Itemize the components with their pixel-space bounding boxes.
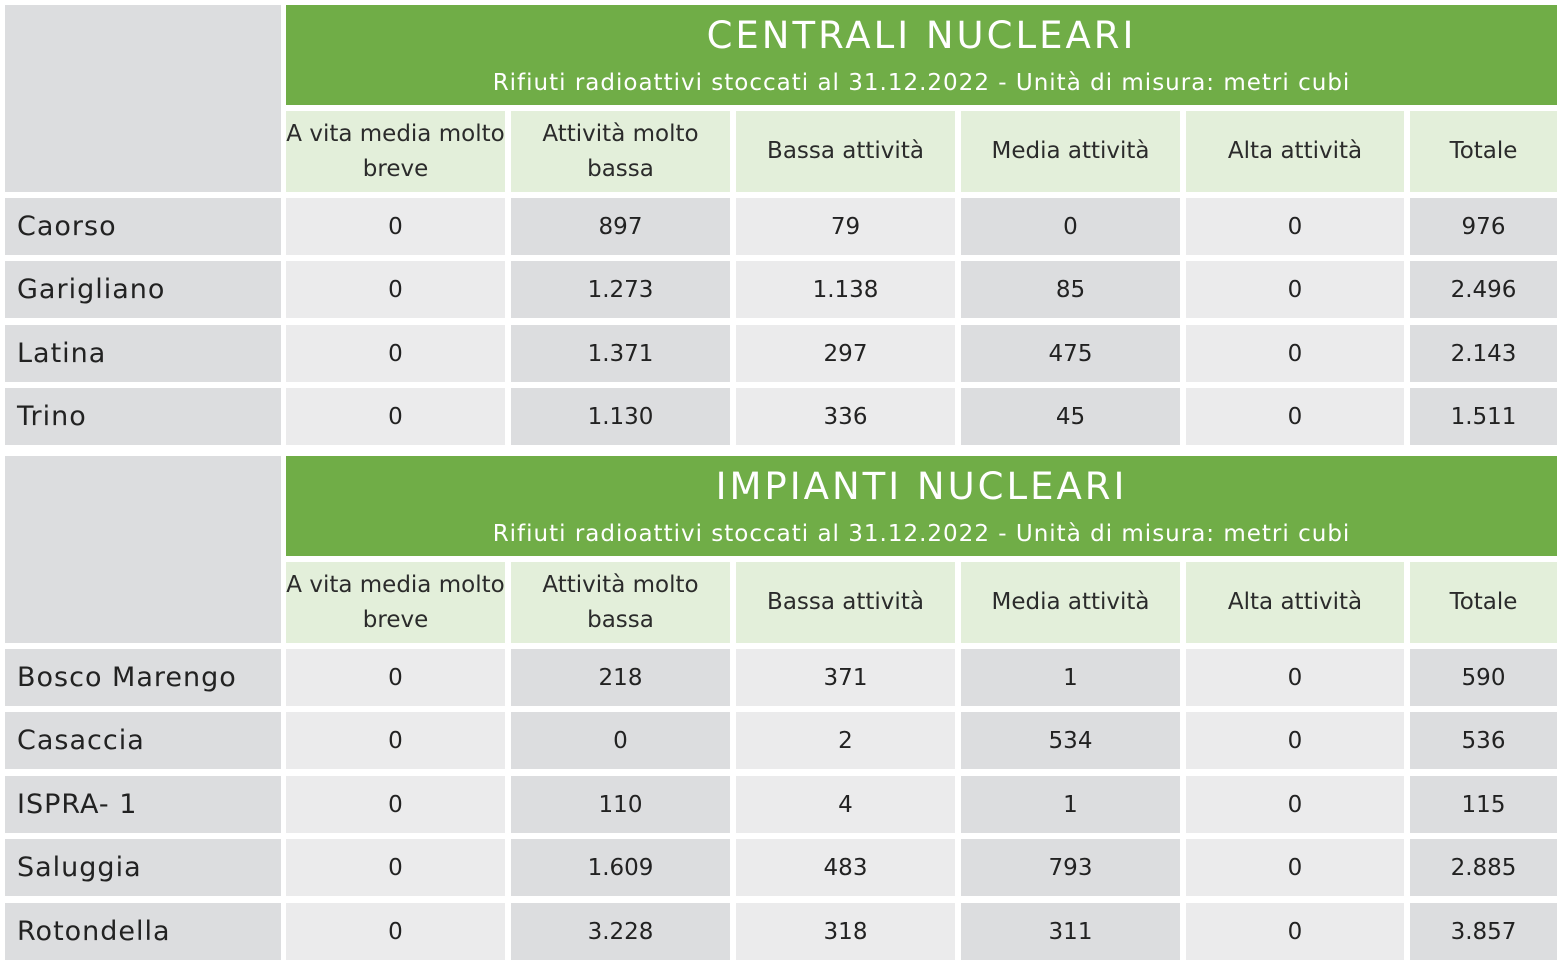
cell-value: 218 xyxy=(598,664,643,691)
cell-value: 1.371 xyxy=(587,340,654,367)
column-header xyxy=(286,562,505,643)
cell-value: 0 xyxy=(388,276,403,303)
cell-value: 318 xyxy=(823,918,868,945)
cell-value: 0 xyxy=(388,664,403,691)
row-label-text: Latina xyxy=(17,338,107,369)
cell-value: 3.228 xyxy=(587,918,654,945)
table-cell xyxy=(286,839,505,896)
table-cell xyxy=(511,325,730,382)
table-cell xyxy=(286,388,505,445)
cell-value: 0 xyxy=(388,791,403,818)
cell-value: 1.273 xyxy=(587,276,654,303)
table-cell xyxy=(736,325,955,382)
column-header-label: Media attività xyxy=(991,138,1150,164)
column-header-label: Totale xyxy=(1449,138,1518,164)
table-cell xyxy=(961,903,1180,960)
table-cell xyxy=(736,649,955,706)
row-label xyxy=(5,903,281,960)
cell-value: 311 xyxy=(1048,918,1093,945)
table-cell xyxy=(511,776,730,833)
cell-value: 2 xyxy=(838,727,853,754)
table-cell xyxy=(1410,198,1557,255)
cell-value: 115 xyxy=(1461,791,1506,818)
column-header-label: Alta attività xyxy=(1227,589,1363,615)
table-cell xyxy=(961,388,1180,445)
row-label-text: Caorso xyxy=(17,211,117,242)
table-cell xyxy=(1186,261,1404,318)
table-cell xyxy=(961,325,1180,382)
column-header-label: Bassa attività xyxy=(767,138,924,164)
table-cell xyxy=(511,198,730,255)
table-cell xyxy=(511,388,730,445)
table-cell xyxy=(1186,388,1404,445)
cell-value: 0 xyxy=(1287,918,1303,945)
cell-value: 2.885 xyxy=(1450,854,1517,881)
cell-value: 0 xyxy=(388,340,403,367)
table-cell xyxy=(736,198,955,255)
cell-value: 45 xyxy=(1055,403,1086,430)
table-cell xyxy=(286,903,505,960)
cell-value: 0 xyxy=(388,403,403,430)
table-cell xyxy=(961,712,1180,769)
row-label-text: ISPRA- 1 xyxy=(17,789,138,820)
table-cell xyxy=(286,261,505,318)
cell-value: 79 xyxy=(830,213,861,240)
row-label-text: Trino xyxy=(17,401,87,432)
table-cell xyxy=(286,649,505,706)
cell-value: 0 xyxy=(1287,664,1303,691)
table-cell xyxy=(1410,261,1557,318)
row-label-text: Casaccia xyxy=(17,725,145,756)
table-cell xyxy=(1410,649,1557,706)
row-label-text: Rotondella xyxy=(17,916,171,947)
cell-value: 371 xyxy=(823,664,868,691)
table-cell xyxy=(1186,649,1404,706)
column-header xyxy=(1410,562,1557,643)
cell-value: 1.130 xyxy=(587,403,654,430)
column-header-label: A vita media molto breve xyxy=(286,571,505,633)
cell-value: 85 xyxy=(1055,276,1086,303)
cell-value: 336 xyxy=(823,403,868,430)
column-header-label: Attività molto bassa xyxy=(542,120,699,182)
table-cell xyxy=(286,325,505,382)
row-label-text: Saluggia xyxy=(17,852,142,883)
table-cell xyxy=(1410,712,1557,769)
cell-value: 483 xyxy=(823,854,868,881)
table-cell xyxy=(961,261,1180,318)
section-subtitle: Rifiuti radioattivi stoccati al 31.12.2022 - Unità di misura: metri cubi xyxy=(492,70,1351,96)
row-label xyxy=(5,776,281,833)
table-cell xyxy=(511,649,730,706)
cell-value: 0 xyxy=(388,854,403,881)
cell-value: 1.511 xyxy=(1450,403,1517,430)
table-cell xyxy=(511,839,730,896)
cell-value: 0 xyxy=(388,727,403,754)
table-cell xyxy=(1410,903,1557,960)
column-header-label: Media attività xyxy=(991,589,1150,615)
table-cell xyxy=(511,712,730,769)
corner-blank xyxy=(5,456,281,643)
cell-value: 0 xyxy=(1063,213,1078,240)
table-cell xyxy=(1410,776,1557,833)
section-banner xyxy=(286,5,1557,105)
table-cell xyxy=(736,776,955,833)
cell-value: 0 xyxy=(1287,403,1303,430)
section-subtitle: Rifiuti radioattivi stoccati al 31.12.2022 - Unità di misura: metri cubi xyxy=(492,521,1351,547)
cell-value: 475 xyxy=(1048,340,1093,367)
cell-value: 297 xyxy=(823,340,868,367)
table-cell xyxy=(286,776,505,833)
row-label xyxy=(5,261,281,318)
row-label xyxy=(5,649,281,706)
table-cell xyxy=(1186,712,1404,769)
column-header-label: A vita media molto breve xyxy=(286,120,505,182)
row-label xyxy=(5,198,281,255)
cell-value: 2.143 xyxy=(1450,340,1517,367)
cell-value: 2.496 xyxy=(1450,276,1517,303)
cell-value: 534 xyxy=(1048,727,1093,754)
column-header-label: Totale xyxy=(1449,589,1518,615)
cell-value: 3.857 xyxy=(1450,918,1517,945)
table-cell xyxy=(736,712,955,769)
cell-value: 0 xyxy=(613,727,628,754)
column-header-label: Bassa attività xyxy=(767,589,924,615)
row-label-text: Bosco Marengo xyxy=(17,662,237,693)
cell-value: 590 xyxy=(1461,664,1506,691)
row-label xyxy=(5,325,281,382)
cell-value: 0 xyxy=(1287,727,1303,754)
table-cell xyxy=(1186,198,1404,255)
cell-value: 4 xyxy=(838,791,853,818)
table-cell xyxy=(736,388,955,445)
table-cell xyxy=(1186,776,1404,833)
column-header-label: Alta attività xyxy=(1227,138,1363,164)
row-label xyxy=(5,839,281,896)
column-header xyxy=(511,111,730,192)
table-cell xyxy=(1410,839,1557,896)
cell-value: 0 xyxy=(1287,854,1303,881)
table-cell xyxy=(961,776,1180,833)
table-cell xyxy=(1186,325,1404,382)
table-cell xyxy=(961,649,1180,706)
column-header xyxy=(1186,562,1404,643)
table-cell xyxy=(736,839,955,896)
cell-value: 0 xyxy=(1287,340,1303,367)
table-cell xyxy=(736,903,955,960)
table-cell xyxy=(286,712,505,769)
table-cell xyxy=(961,839,1180,896)
table-cell xyxy=(1186,839,1404,896)
table-cell xyxy=(286,198,505,255)
row-label-text: Garigliano xyxy=(17,274,166,305)
cell-value: 1.609 xyxy=(587,854,654,881)
column-header xyxy=(961,562,1180,643)
table-cell xyxy=(511,261,730,318)
cell-value: 0 xyxy=(1287,213,1303,240)
cell-value: 0 xyxy=(388,918,403,945)
cell-value: 0 xyxy=(1287,276,1303,303)
cell-value: 1 xyxy=(1063,664,1078,691)
cell-value: 793 xyxy=(1048,854,1093,881)
cell-value: 1.138 xyxy=(812,276,879,303)
column-header xyxy=(1186,111,1404,192)
column-header xyxy=(1410,111,1557,192)
table-cell xyxy=(1186,903,1404,960)
table-cell xyxy=(1410,388,1557,445)
row-label xyxy=(5,712,281,769)
cell-value: 536 xyxy=(1461,727,1506,754)
section-title: IMPIANTI NUCLEARI xyxy=(715,465,1128,508)
cell-value: 0 xyxy=(388,213,403,240)
column-header xyxy=(736,111,955,192)
cell-value: 1 xyxy=(1063,791,1078,818)
cell-value: 976 xyxy=(1461,213,1506,240)
cell-value: 897 xyxy=(598,213,643,240)
cell-value: 110 xyxy=(598,791,643,818)
row-label xyxy=(5,388,281,445)
section-banner xyxy=(286,456,1557,556)
column-header xyxy=(511,562,730,643)
table-cell xyxy=(1410,325,1557,382)
column-header xyxy=(961,111,1180,192)
section-title: CENTRALI NUCLEARI xyxy=(706,14,1137,57)
table-cell xyxy=(736,261,955,318)
column-header xyxy=(736,562,955,643)
column-header-label: Attività molto bassa xyxy=(542,571,699,633)
table-cell xyxy=(511,903,730,960)
column-header xyxy=(286,111,505,192)
table-cell xyxy=(961,198,1180,255)
corner-blank xyxy=(5,5,281,192)
cell-value: 0 xyxy=(1287,791,1303,818)
